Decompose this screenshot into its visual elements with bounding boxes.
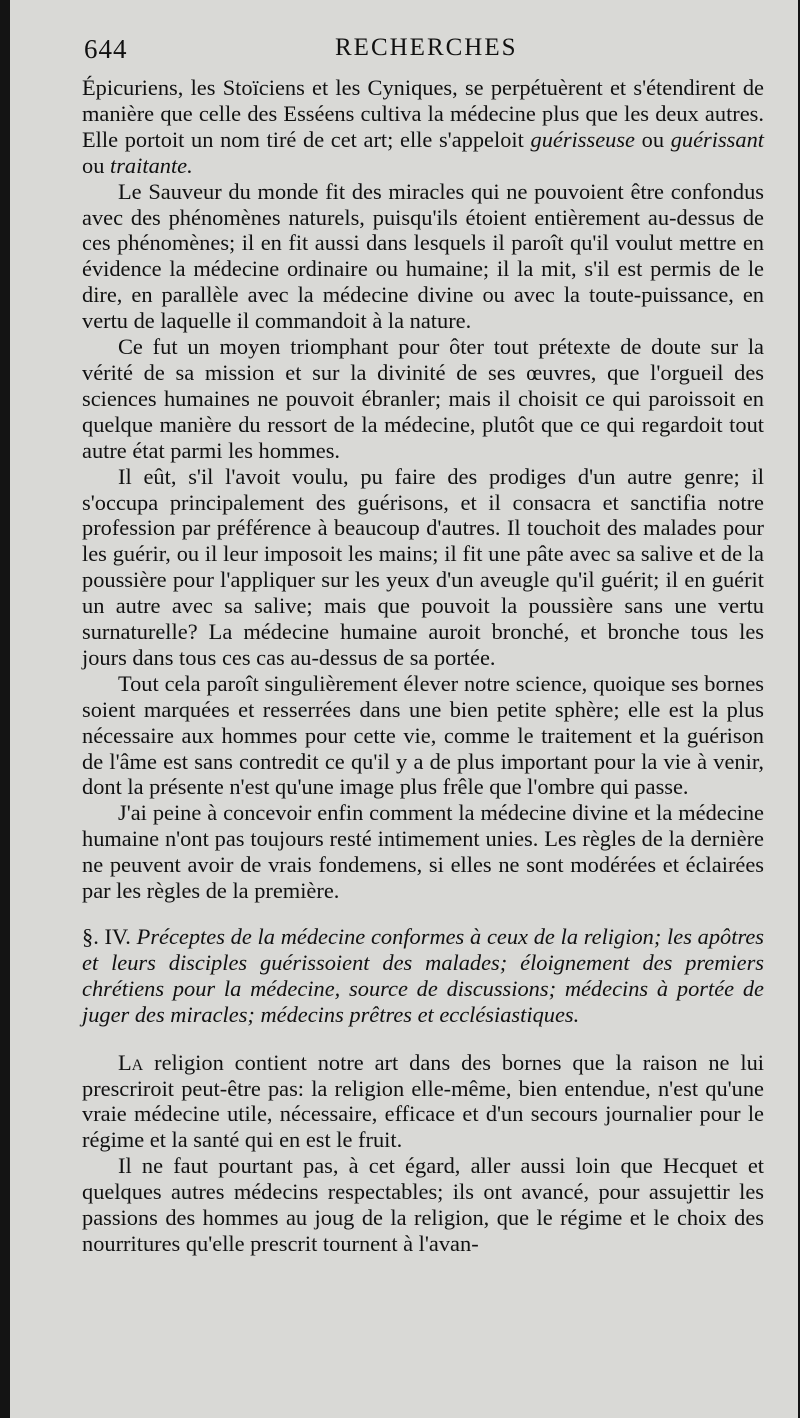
running-head: RECHERCHES	[335, 34, 518, 61]
section-number: §. IV.	[82, 924, 131, 949]
page-header	[10, 30, 798, 70]
paragraph: Ce fut un moyen triomphant pour ôter tout prétexte de doute sur la vérité de sa mission et sur la divinité de ses œuvres, que l'orgueil des sciences humaines ne pouvoit ébranler; mais il choisit ce qui paroissoit en quelque manière du ressort de la médecine, plutôt que ce qui regardoit tout autre état parmi les hommes.	[82, 334, 764, 463]
paragraph: Il ne faut pourtant pas, à cet égard, aller aussi loin que Hecquet et quelques autres médecins respectables; ils ont avancé, pour assujettir les passions des hommes au joug de la religion, que le régime et le choix des nourritures qu'elle prescrit tournent à l'avan-	[82, 1153, 764, 1256]
section-title: Préceptes de la médecine conformes à ceux de la religion; les apôtres et leurs disciples guérissoient des malades; éloignement des premiers chrétiens pour la médecine, source de discussions; médecins à portée de juger des miracles; médecins prêtres et ecclésiastiques.	[82, 924, 764, 1027]
section-heading	[82, 924, 764, 1028]
body-text	[82, 75, 764, 1257]
paragraph: Tout cela paroît singulièrement élever notre science, quoique ses bornes soient marquées et resserrées dans une bien petite sphère; elle est la plus nécessaire aux hommes pour cette vie, comme le traitement et la guérison de l'âme est sans contredit ce qu'il y a de plus important pour la vie à venir, dont la présente n'est qu'une image plus frêle que l'ombre qui passe.	[82, 670, 764, 800]
page-number: 644	[84, 34, 128, 64]
paragraph: La religion contient notre art dans des bornes que la raison ne lui prescriroit peut-être pas: la religion elle-même, bien entendue, n'est qu'une vraie médecine utile, nécessaire, efficace et d'un secours journalier pour le régime et la santé qui en est le fruit.	[82, 1049, 764, 1153]
paragraph: J'ai peine à concevoir enfin comment la médecine divine et la médecine humaine n'ont pas toujours resté intimement unies. Les règles de la dernière ne peuvent avoir de vrais fondemens, si elles ne sont modérées et éclairées par les règles de la première.	[82, 800, 764, 904]
italic-term: guérissant	[670, 126, 764, 152]
italic-term: guérisseuse	[530, 126, 635, 152]
paragraph: Le Sauveur du monde fit des miracles qui ne pouvoient être confondus avec des phénomènes naturels, puisqu'ils étoient entièrement au-dessus de ces phénomènes; il en fit aussi dans lesquels il paroît qu'il voulut mettre en évidence la médecine ordinaire ou humaine; il la mit, s'il est permis de le dire, en parallèle avec la médecine divine ou avec la toute-puissance, en vertu de laquelle il commandoit à la nature.	[82, 178, 764, 334]
drop-word: La	[118, 1049, 144, 1075]
paragraph: Il eût, s'il l'avoit voulu, pu faire des prodiges d'un autre genre; il s'occupa principalement des guérisons, et il consacra et sanctifia notre profession par préférence à beaucoup d'autres. Il touchoit des malades pour les guérir, ou il leur imposoit les mains; il fit une pâte avec sa salive et de la poussière pour l'appliquer sur les yeux d'un aveugle qu'il guérit; il en guérit un autre avec sa salive; mais que pouvoit la poussière sans une vertu surnaturelle? La médecine humaine auroit bronché, et bronche tous les jours dans tous ces cas au-dessus de sa portée.	[82, 463, 764, 670]
italic-term: traitante.	[110, 152, 193, 178]
paragraph-continuation: Épicuriens, les Stoïciens et les Cyniques, se perpétuèrent et s'étendirent de manière que celle des Esséens cultiva la médecine plus que les deux autres. Elle portoit un nom tiré de cet art; elle s'appeloit guérisseuse ou guérissant ou traitante.	[82, 75, 764, 178]
book-page	[10, 0, 798, 1418]
